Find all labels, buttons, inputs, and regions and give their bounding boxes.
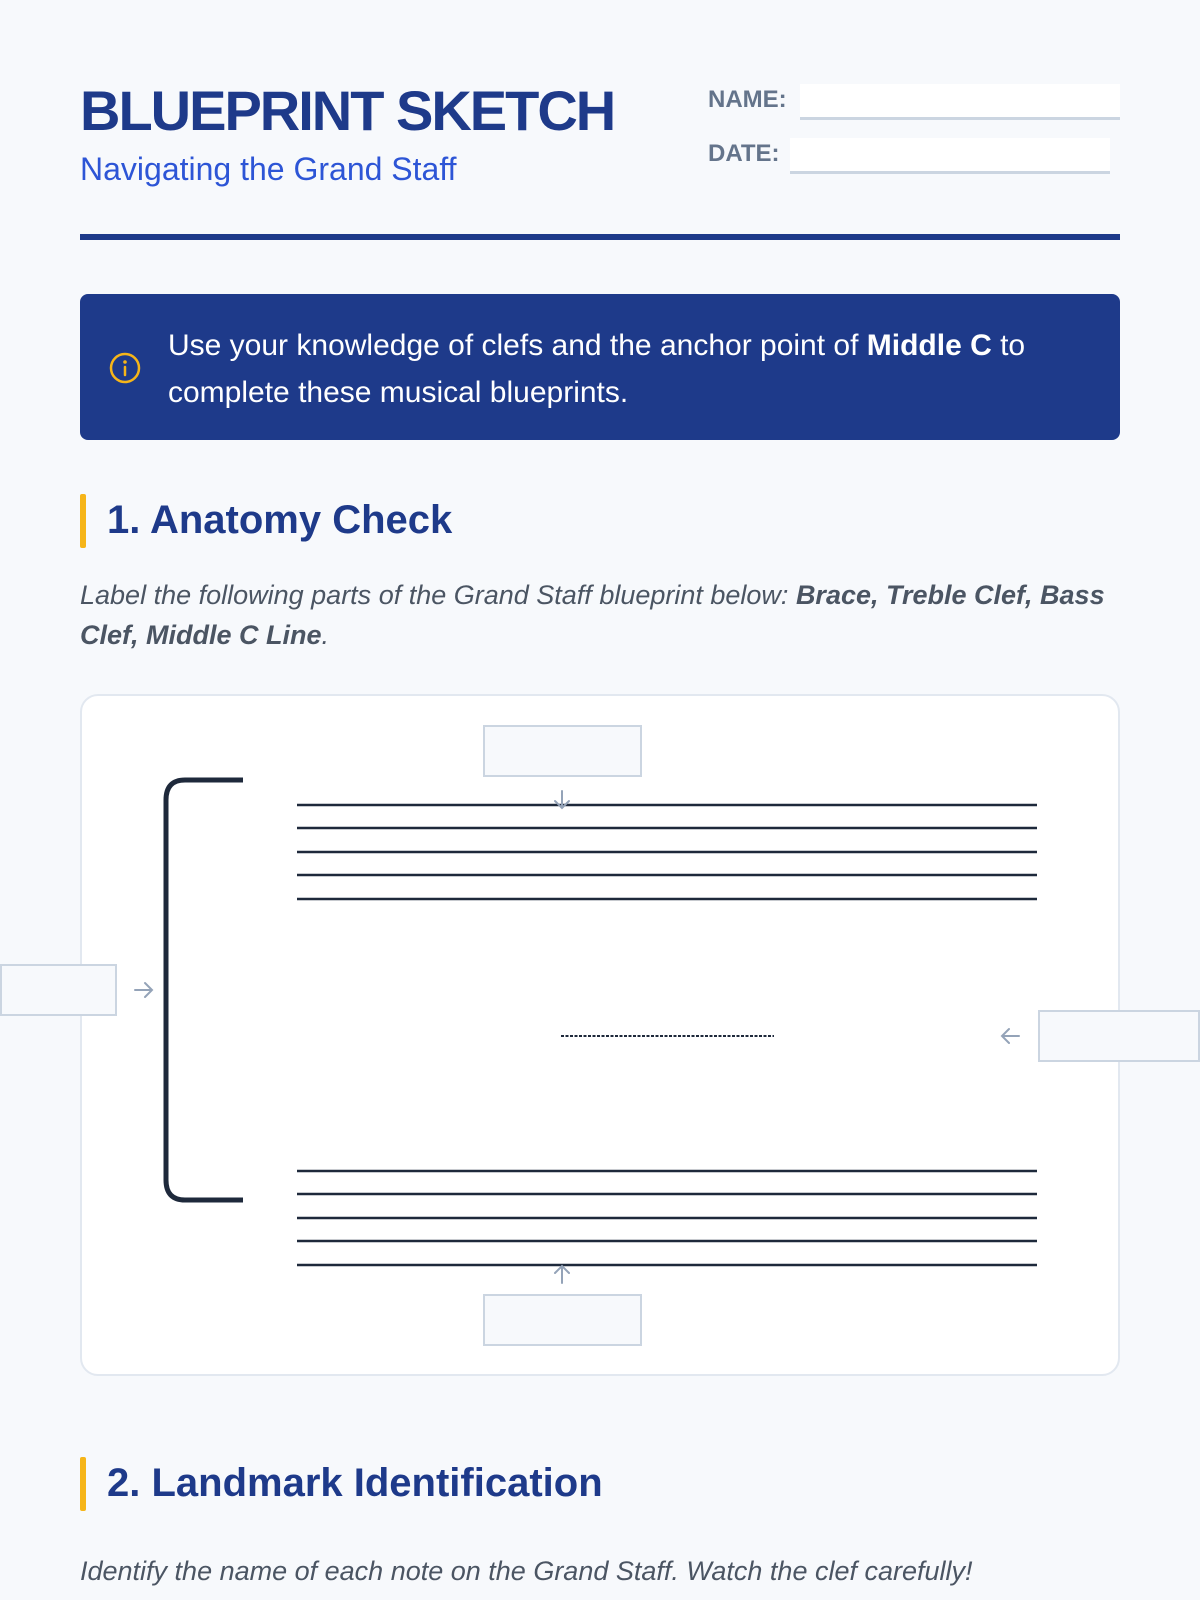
brace-bracket <box>166 780 243 1200</box>
arrow-left-icon <box>998 1024 1022 1048</box>
section1-instruction-terms: Brace, Treble Clef, Bass Clef, Middle C Line <box>80 580 1105 650</box>
worksheet-title: BLUEPRINT SKETCH <box>80 79 615 142</box>
brace-label-box[interactable] <box>0 964 117 1016</box>
banner-text-bold: Middle C <box>866 329 992 362</box>
treble-clef-label-box[interactable] <box>483 725 642 777</box>
middle-c-label-box[interactable] <box>1038 1010 1200 1062</box>
banner-text-before: Use your knowledge of clefs and the anchor point of <box>168 329 867 362</box>
bass-staff <box>297 1171 1037 1265</box>
section1-instruction-prefix: Label the following parts of the Grand Staff blueprint below: <box>80 580 796 610</box>
arrow-right-icon <box>132 978 156 1002</box>
section1-title: 1. Anatomy Check <box>107 498 453 542</box>
arrow-down-icon <box>550 788 574 812</box>
arrow-up-icon <box>550 1262 574 1286</box>
name-label: NAME: <box>708 86 787 113</box>
section2-accent-bar <box>80 1457 86 1511</box>
bass-clef-label-box[interactable] <box>483 1294 642 1346</box>
banner-text-after: to complete these musical blueprints. <box>168 329 1026 409</box>
treble-staff <box>297 805 1037 899</box>
section2-title: 2. Landmark Identification <box>107 1461 603 1505</box>
date-label: DATE: <box>708 140 780 167</box>
worksheet-subtitle: Navigating the Grand Staff <box>80 151 457 187</box>
section1-instruction-suffix: . <box>321 620 330 650</box>
section2-instructions: Identify the name of each note on the Grand Staff. Watch the clef carefully! <box>80 1556 973 1586</box>
